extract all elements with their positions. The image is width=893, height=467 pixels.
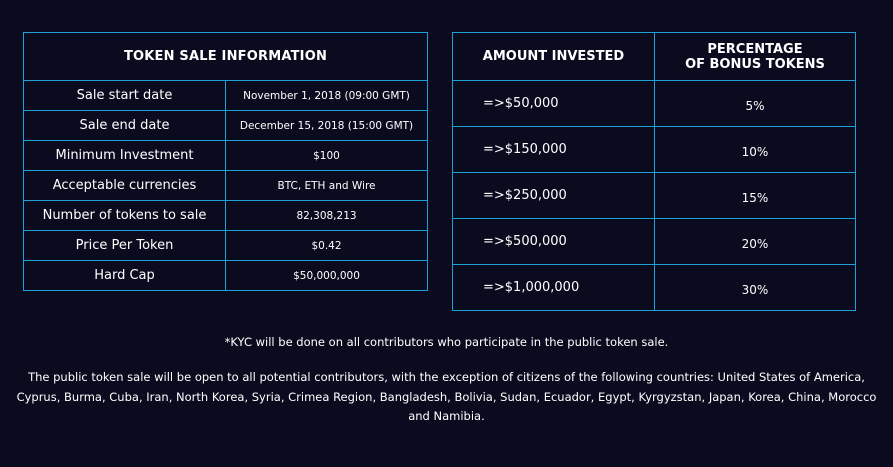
row-value: December 15, 2018 (15:00 GMT) [226,111,428,141]
bonus-percentage-header-line2: OF BONUS TOKENS [685,56,825,72]
table-row [24,111,428,141]
table-row [453,81,856,127]
percent-cell: 15% [655,173,856,219]
amount-cell: =>$50,000 [453,81,655,127]
row-value: 82,308,213 [226,201,428,231]
amount-cell: =>$1,000,000 [453,265,655,311]
public-sale-note: The public token sale will be open to all potential contributors, with the exception of citizens of the following countries: United States of America, Cyprus, Burma, Cuba, Iran, North Korea, Syria, Crimea Region, Bangladesh, Bolivia, Sudan, Ecuador, Egypt, Kyrgyzstan, Japan, Korea, China, Morocco and Namibia. [16,370,877,423]
table-row [24,231,428,261]
row-value: $0.42 [226,231,428,261]
row-label: Number of tokens to sale [24,201,226,231]
amount-invested-header: AMOUNT INVESTED [453,33,655,81]
bonus-percentage-header-line1: PERCENTAGE [707,41,803,57]
table-row [24,261,428,291]
row-label: Sale end date [24,111,226,141]
percent-cell: 30% [655,265,856,311]
row-value: $100 [226,141,428,171]
row-label: Hard Cap [24,261,226,291]
table-row [24,171,428,201]
amount-cell: =>$150,000 [453,127,655,173]
percent-cell: 5% [655,81,856,127]
table-row [453,265,856,311]
row-label: Sale start date [24,81,226,111]
table-row [453,127,856,173]
table-row [453,219,856,265]
bonus-tokens-table [452,32,856,311]
row-label: Acceptable currencies [24,171,226,201]
row-value: BTC, ETH and Wire [226,171,428,201]
kyc-note: *KYC will be done on all contributors who participate in the public token sale. [224,335,669,349]
percent-cell: 20% [655,219,856,265]
table-row [24,81,428,111]
percent-cell: 10% [655,127,856,173]
amount-cell: =>$500,000 [453,219,655,265]
amount-cell: =>$250,000 [453,173,655,219]
table-row [453,173,856,219]
row-label: Minimum Investment [24,141,226,171]
row-value: November 1, 2018 (09:00 GMT) [226,81,428,111]
bonus-percentage-header [655,33,856,81]
row-label: Price Per Token [24,231,226,261]
token-sale-info-table [23,32,428,291]
table-row [24,201,428,231]
table-row [24,141,428,171]
token-sale-info-header: TOKEN SALE INFORMATION [24,33,428,81]
row-value: $50,000,000 [226,261,428,291]
